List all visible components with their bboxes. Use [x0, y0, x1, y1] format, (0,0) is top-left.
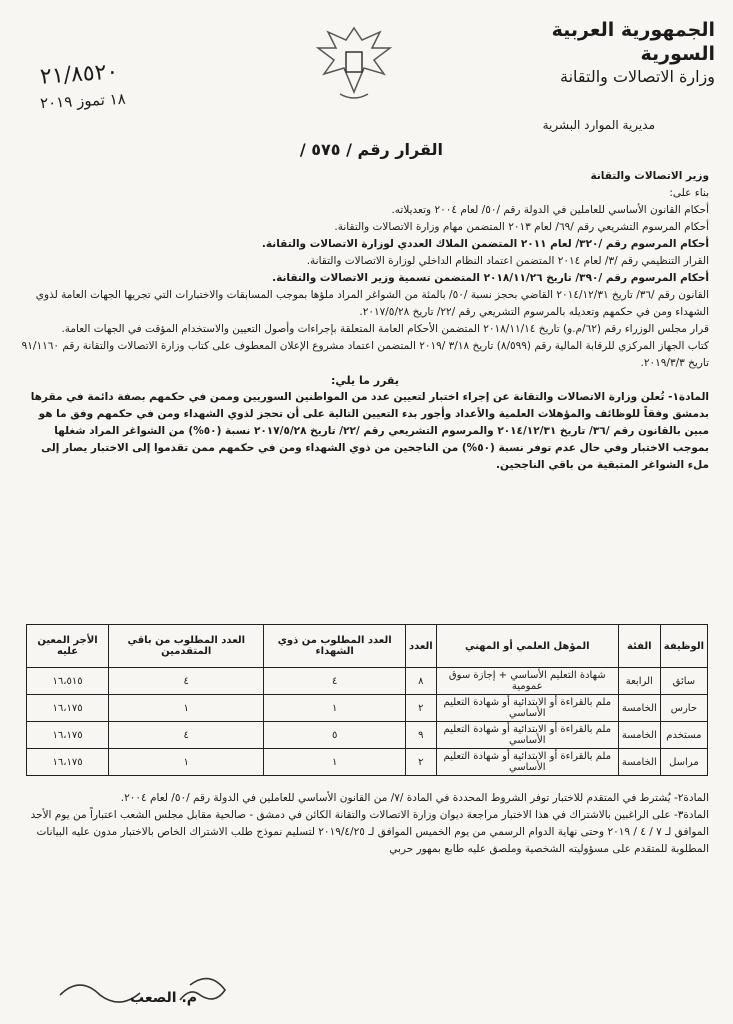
- clause: أحكام المرسوم رقم /٣٢٠/ لعام ٢٠١١ المتضمن الملاك العددي لوزارة الاتصالات والتقانة.: [261, 238, 709, 250]
- table-cell: ١٦،١٧٥: [27, 695, 109, 722]
- based-on: بناء على:: [669, 187, 709, 199]
- clause: القرار التنظيمي رقم /٣/ لعام ٢٠١٤ المتضمن اعتماد النظام الداخلي لوزارة الاتصالات والتقانة.: [306, 255, 709, 267]
- reference-number: ٢١/٨٥٢٠: [39, 59, 120, 90]
- table-cell: حارس: [660, 695, 707, 722]
- decision-number: القرار رقم / ٥٧٥ /: [299, 140, 443, 159]
- table-cell: ٨: [405, 668, 436, 695]
- ministry-name: وزارة الاتصالات والتقانة: [559, 67, 715, 86]
- clause: أحكام القانون الأساسي للعاملين في الدولة رقم /٥٠/ لعام ٢٠٠٤ وتعديلاته.: [391, 204, 709, 216]
- table-cell: ملم بالقراءة أو الابتدائية أو شهادة التعليم الأساسي: [436, 722, 618, 749]
- table-cell: ٢: [405, 749, 436, 776]
- article-3: المادة٣- على الراغبين بالاشتراك في هذا الاختبار مراجعة ديوان وزارة الاتصالات والتقانة الكائن في دمشق - صالحية مقابل مجلس الشعب اعتباراً من يوم الأحد الموافق لـ ٧ / ٤ / ٢٠١٩ وحتى نهاية الدوام الرسمي من يوم الخميس الموافق لـ ٢٠١٩/٤/٢٥ لتسليم نموذج طلب الاشتراك الخاص بالاختبار مدون عليه البيانات المطلوبة للمتقدم على مسؤوليته الشخصية وملصق عليه طابع بمهور حربي: [30, 809, 709, 855]
- clause: أحكام المرسوم التشريعي رقم /٦٩/ لعام ٢٠١٣ المتضمن مهام وزارة الاتصالات والتقانة.: [334, 221, 709, 233]
- table-cell: مراسل: [660, 749, 707, 776]
- table-row: [27, 668, 708, 695]
- clause: قرار مجلس الوزراء رقم (٦٢/م.و) تاريخ ٢٠١٨/١١/١٤ المتضمن الأحكام العامة المتعلقة بإجراءات وأصول التعيين والاستخدام المؤقت في الجهات العامة.: [61, 323, 709, 335]
- table-cell: ١: [109, 695, 264, 722]
- table-cell: ٢: [405, 695, 436, 722]
- table-cell: ٩: [405, 722, 436, 749]
- column-header: الأجر المعين عليه: [27, 625, 109, 668]
- clause: القانون رقم /٣٦/ تاريخ ٢٠١٤/١٢/٣١ القاضي بحجز نسبة /٥٠/ بالمئة من الشواغر المراد ملؤها بموجب المسابقات والاختبارات التي تجريها الجهات العامة لذوي الشهداء ومن في حكمهم وتعديله بالمرسوم التشريعي رقم /٢٢/ تاريخ ٢٠١٧/٥/٢٨.: [35, 289, 709, 318]
- article-2: المادة٢- يُشترط في المتقدم للاختبار توفر الشروط المحددة في المادة /٧/ من القانون الأساسي للعاملين في الدولة رقم /٥٠/ لعام ٢٠٠٤.: [120, 792, 709, 804]
- letterhead: [485, 18, 715, 132]
- table-cell: ٤: [109, 722, 264, 749]
- decides-heading: يقرر ما يلي:: [331, 374, 399, 387]
- column-header: العدد المطلوب من باقي المتقدمين: [109, 625, 264, 668]
- positions-table: [26, 624, 708, 776]
- table-cell: شهادة التعليم الأساسي + إجازة سوق عمومية: [436, 668, 618, 695]
- column-header: العدد: [405, 625, 436, 668]
- reference-date: ١٨ تموز ٢٠١٩: [39, 89, 127, 113]
- table-cell: ١٦،٥١٥: [27, 668, 109, 695]
- table-cell: ملم بالقراءة أو الابتدائية أو شهادة التعليم الأساسي: [436, 695, 618, 722]
- article-1: المادة١- تُعلن وزارة الاتصالات والتقانة عن إجراء اختبار لتعيين عدد من المواطنين السوريين وممن في حكمهم بصفة دائمة في مقرها بدمشق وفقاً للوظائف والمؤهلات العلمية والأعداد وأجور بدء التعيين التالية على أن تحجز لذوي الشهداء ومن في حكمهم وفق ما هو مبين بالقانون رقم /٣٦/ تاريخ ٢٠١٤/١٢/٣١ والمرسوم التشريعي رقم /٢٢/ تاريخ ٢٠١٧/٥/٢٨ نسبة (٥٠%) من الشواغر المراد شغلها بموجب الاختبار وفي حال عدم توفر نسبة (٥٠%) من الناجحين من ذوي الشهداء ومن في حكمهم ممن تقدموا إلى الاختبار يصار إلى ملء الشواغر المتبقية من باقي الناجحين.: [30, 391, 709, 471]
- articles-continued: [21, 790, 709, 858]
- table-cell: الرابعة: [618, 668, 660, 695]
- directorate-name: مديرية الموارد البشرية: [542, 118, 655, 132]
- table-row: [27, 722, 708, 749]
- clause: أحكام المرسوم رقم /٣٩٠/ تاريخ ٢٠١٨/١١/٢٦ المتضمن تسمية وزير الاتصالات والتقانة.: [272, 272, 709, 284]
- minister-title: وزير الاتصالات والتقانة: [590, 170, 709, 182]
- eagle-emblem-icon: [310, 18, 398, 106]
- table-row: [27, 695, 708, 722]
- table-cell: الخامسة: [618, 695, 660, 722]
- table-cell: ١: [109, 749, 264, 776]
- table-cell: ١٦،١٧٥: [27, 749, 109, 776]
- clause: كتاب الجهاز المركزي للرقابة المالية رقم (٨/٥٩٩) تاريخ ٣/١٨ /٢٠١٩ المتضمن اعتماد مشروع الإعلان المعطوف على كتاب وزارة الاتصالات والتقانة رقم ٩١/١١٦٠ تاريخ ٢٠١٩/٣/٣.: [21, 340, 709, 369]
- table-cell: مستخدم: [660, 722, 707, 749]
- republic-name: الجمهورية العربية السورية: [551, 19, 715, 65]
- table-cell: ٥: [264, 722, 406, 749]
- table-cell: ملم بالقراءة أو الابتدائية أو شهادة التعليم الأساسي: [436, 749, 618, 776]
- column-header: المؤهل العلمي أو المهني: [436, 625, 618, 668]
- table-cell: سائق: [660, 668, 707, 695]
- table-cell: الخامسة: [618, 722, 660, 749]
- signature-name: م. الصعب: [130, 990, 198, 1006]
- table-row: [27, 749, 708, 776]
- table-cell: ٤: [264, 668, 406, 695]
- preamble: [21, 168, 709, 474]
- table-cell: ١: [264, 695, 406, 722]
- table-cell: ١: [264, 749, 406, 776]
- column-header: الوظيفة: [660, 625, 707, 668]
- table-cell: ١٦،١٧٥: [27, 722, 109, 749]
- table-cell: ٤: [109, 668, 264, 695]
- table-cell: الخامسة: [618, 749, 660, 776]
- table-header-row: [27, 625, 708, 668]
- column-header: العدد المطلوب من ذوي الشهداء: [264, 625, 406, 668]
- column-header: الفئة: [618, 625, 660, 668]
